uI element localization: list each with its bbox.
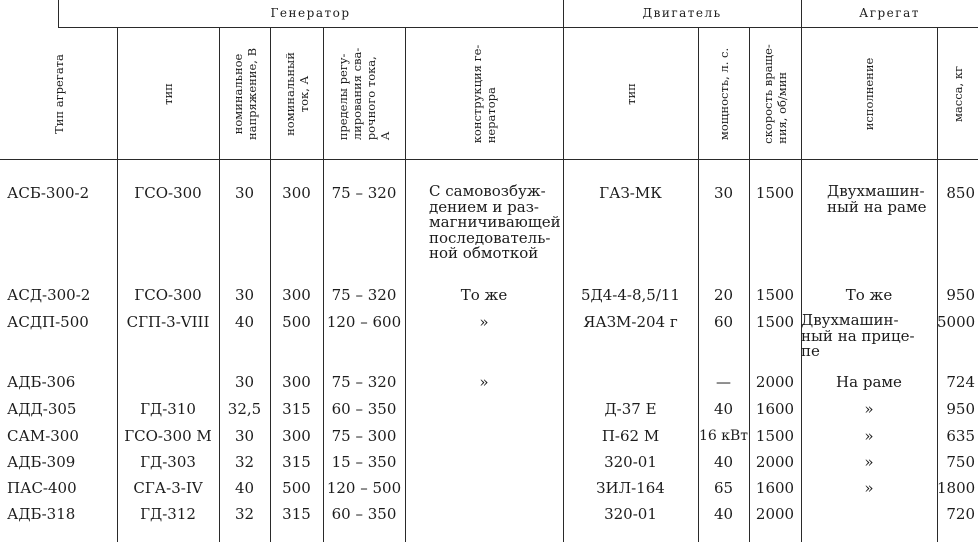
col-header-power-text: мощность, л. с. — [716, 47, 731, 141]
cell-unit-type: АДБ-306 — [7, 373, 76, 391]
cell-version: » — [864, 453, 874, 471]
cell-gen-type — [117, 371, 219, 393]
col-header-engine-type — [563, 30, 698, 158]
cell-current: 300 — [282, 427, 311, 445]
cell-engine-type — [563, 371, 698, 393]
header-bottom-rule — [0, 159, 978, 160]
cell-unit-type: АСБ-300-2 — [7, 184, 90, 202]
cell-unit-type: АСД-300-2 — [7, 286, 91, 304]
col-header-current — [270, 30, 323, 158]
cell-design: » — [479, 313, 489, 331]
cell-gen-type: ГД-312 — [140, 505, 196, 523]
group-header-rule — [58, 27, 978, 28]
cell-range: 75 – 320 — [331, 286, 397, 304]
cell-current: 315 — [282, 453, 311, 471]
cell-version: » — [864, 479, 874, 497]
cell-version — [801, 503, 937, 525]
cell-power: 20 — [713, 286, 734, 304]
col-header-version-text: исполнение — [862, 57, 876, 131]
cell-unit-type: АДБ-318 — [7, 505, 76, 523]
cell-design: С самовозбуж- дением и раз- магничивающей последователь- ной обмоткой — [429, 182, 561, 262]
cell-current: 500 — [282, 313, 311, 331]
col-header-range-text: пределы регу- лирования сва- рочного тока, А — [336, 47, 392, 141]
cell-speed: 2000 — [755, 453, 795, 471]
cell-gen-type: ГСО-300 — [134, 184, 202, 202]
cell-power: 60 — [713, 313, 734, 331]
cell-mass: 5000 — [937, 313, 976, 331]
cell-mass: 950 — [946, 400, 975, 418]
table-row — [0, 398, 978, 420]
table-row — [0, 425, 978, 447]
cell-current: 300 — [282, 373, 311, 391]
col-header-version — [801, 30, 937, 158]
cell-mass: 635 — [946, 427, 975, 445]
cell-voltage: 30 — [234, 184, 255, 202]
cell-current: 300 — [282, 286, 311, 304]
cell-voltage: 32 — [234, 505, 255, 523]
cell-power: — — [716, 373, 731, 391]
cell-gen-type: СГП-3-VIII — [126, 313, 210, 331]
col-header-engine-type-text: тип — [623, 83, 638, 105]
cell-design: То же — [460, 286, 508, 304]
cell-mass: 720 — [946, 505, 975, 523]
cell-mass: 1800 — [937, 479, 976, 497]
cell-speed: 1500 — [755, 286, 795, 304]
table-row — [0, 311, 978, 360]
cell-speed: 1500 — [755, 313, 795, 331]
table-row — [0, 503, 978, 525]
cell-speed: 2000 — [755, 373, 795, 391]
cell-range: 60 – 350 — [331, 505, 397, 523]
col-header-mass-text: масса, кг — [950, 65, 965, 123]
cell-voltage: 30 — [234, 427, 255, 445]
cell-mass: 750 — [946, 453, 975, 471]
cell-speed: 1500 — [755, 427, 795, 445]
cell-voltage: 30 — [234, 373, 255, 391]
cell-power: 65 — [713, 479, 734, 497]
cell-current: 500 — [282, 479, 311, 497]
cell-range: 15 – 350 — [331, 453, 397, 471]
group-header-engine: Двигатель — [642, 6, 722, 20]
cell-voltage: 40 — [234, 313, 255, 331]
cell-engine-type: ЯАЗМ-204 г — [583, 313, 678, 331]
cell-engine-type: ГАЗ-МК — [599, 184, 662, 202]
col-header-speed — [749, 30, 801, 158]
col-header-gen-type-text: тип — [161, 83, 175, 105]
cell-speed: 1500 — [755, 184, 795, 202]
cell-mass: 724 — [946, 373, 975, 391]
cell-speed: 1600 — [755, 479, 795, 497]
cell-design — [405, 398, 563, 420]
cell-version: » — [864, 427, 874, 445]
col-header-range — [323, 30, 405, 158]
cell-voltage: 30 — [234, 286, 255, 304]
cell-engine-type: ЗИЛ-164 — [596, 479, 665, 497]
cell-unit-type: ПАС-400 — [7, 479, 77, 497]
cell-gen-type: ГСО-300 М — [124, 427, 212, 445]
cell-power: 40 — [713, 453, 734, 471]
table-row — [0, 182, 978, 262]
col-header-design-text: конструкция ге- нератора — [470, 44, 498, 144]
col-header-mass — [937, 30, 978, 158]
cell-voltage: 32 — [234, 453, 255, 471]
cell-engine-type: 5Д4-4-8,5/11 — [581, 286, 680, 304]
cell-version: На раме — [836, 373, 902, 391]
cell-range: 75 – 320 — [331, 184, 397, 202]
cell-speed: 1600 — [755, 400, 795, 418]
cell-version: » — [864, 400, 874, 418]
cell-mass: 950 — [946, 286, 975, 304]
cell-gen-type: ГД-310 — [140, 400, 196, 418]
cell-range: 120 – 600 — [326, 313, 402, 331]
col-header-gen-type — [117, 30, 219, 158]
cell-version: То же — [845, 286, 893, 304]
col-header-voltage-text: номинальное напряжение, В — [230, 47, 259, 141]
cell-engine-type: П-62 М — [601, 427, 660, 445]
cell-design — [405, 477, 563, 499]
cell-current: 315 — [282, 400, 311, 418]
table-row — [0, 284, 978, 306]
table-row — [0, 371, 978, 393]
cell-unit-type: АСДП-500 — [7, 313, 89, 331]
group-header-unit: Агрегат — [859, 6, 920, 20]
table-row — [0, 451, 978, 473]
col-header-unit-type-text: Тип агрегата — [51, 54, 66, 134]
cell-engine-type: 320-01 — [604, 505, 657, 523]
col-header-design — [405, 30, 563, 158]
cell-engine-type: Д-37 Е — [604, 400, 657, 418]
col-header-voltage — [219, 30, 270, 158]
cell-power: 40 — [713, 505, 734, 523]
col-header-unit-type — [0, 30, 117, 158]
cell-gen-type: СГА-3-IV — [133, 479, 203, 497]
cell-range: 60 – 350 — [331, 400, 397, 418]
cell-range: 75 – 300 — [331, 427, 397, 445]
table-row — [0, 477, 978, 499]
cell-gen-type: ГСО-300 — [134, 286, 202, 304]
cell-power: 40 — [713, 400, 734, 418]
cell-current: 315 — [282, 505, 311, 523]
cell-current: 300 — [282, 184, 311, 202]
cell-speed: 2000 — [755, 505, 795, 523]
cell-engine-type: 320-01 — [604, 453, 657, 471]
cell-unit-type: АДБ-309 — [7, 453, 76, 471]
cell-power: 30 — [713, 184, 734, 202]
cell-unit-type: САМ-300 — [7, 427, 79, 445]
cell-unit-type: АДД-305 — [7, 400, 77, 418]
cell-range: 120 – 500 — [326, 479, 402, 497]
group-header-generator: Генератор — [270, 6, 351, 20]
cell-range: 75 – 320 — [331, 373, 397, 391]
cell-design: » — [479, 373, 489, 391]
cell-design — [405, 425, 563, 447]
cell-gen-type: ГД-303 — [140, 453, 196, 471]
col-header-speed-text: скорость враще- ния, об/мин — [761, 44, 789, 144]
cell-mass: 850 — [946, 184, 975, 202]
cell-version: Двухмашин- ный на прице- пе — [801, 311, 915, 360]
cell-voltage: 32,5 — [227, 400, 262, 418]
cell-design — [405, 503, 563, 525]
cell-voltage: 40 — [234, 479, 255, 497]
col-header-power — [698, 30, 749, 158]
cell-power: 16 кВт — [698, 428, 749, 444]
cell-design — [405, 451, 563, 473]
cell-version: Двухмашин- ный на раме — [827, 182, 927, 216]
col-header-current-text: номинальный ток, А — [282, 52, 311, 136]
